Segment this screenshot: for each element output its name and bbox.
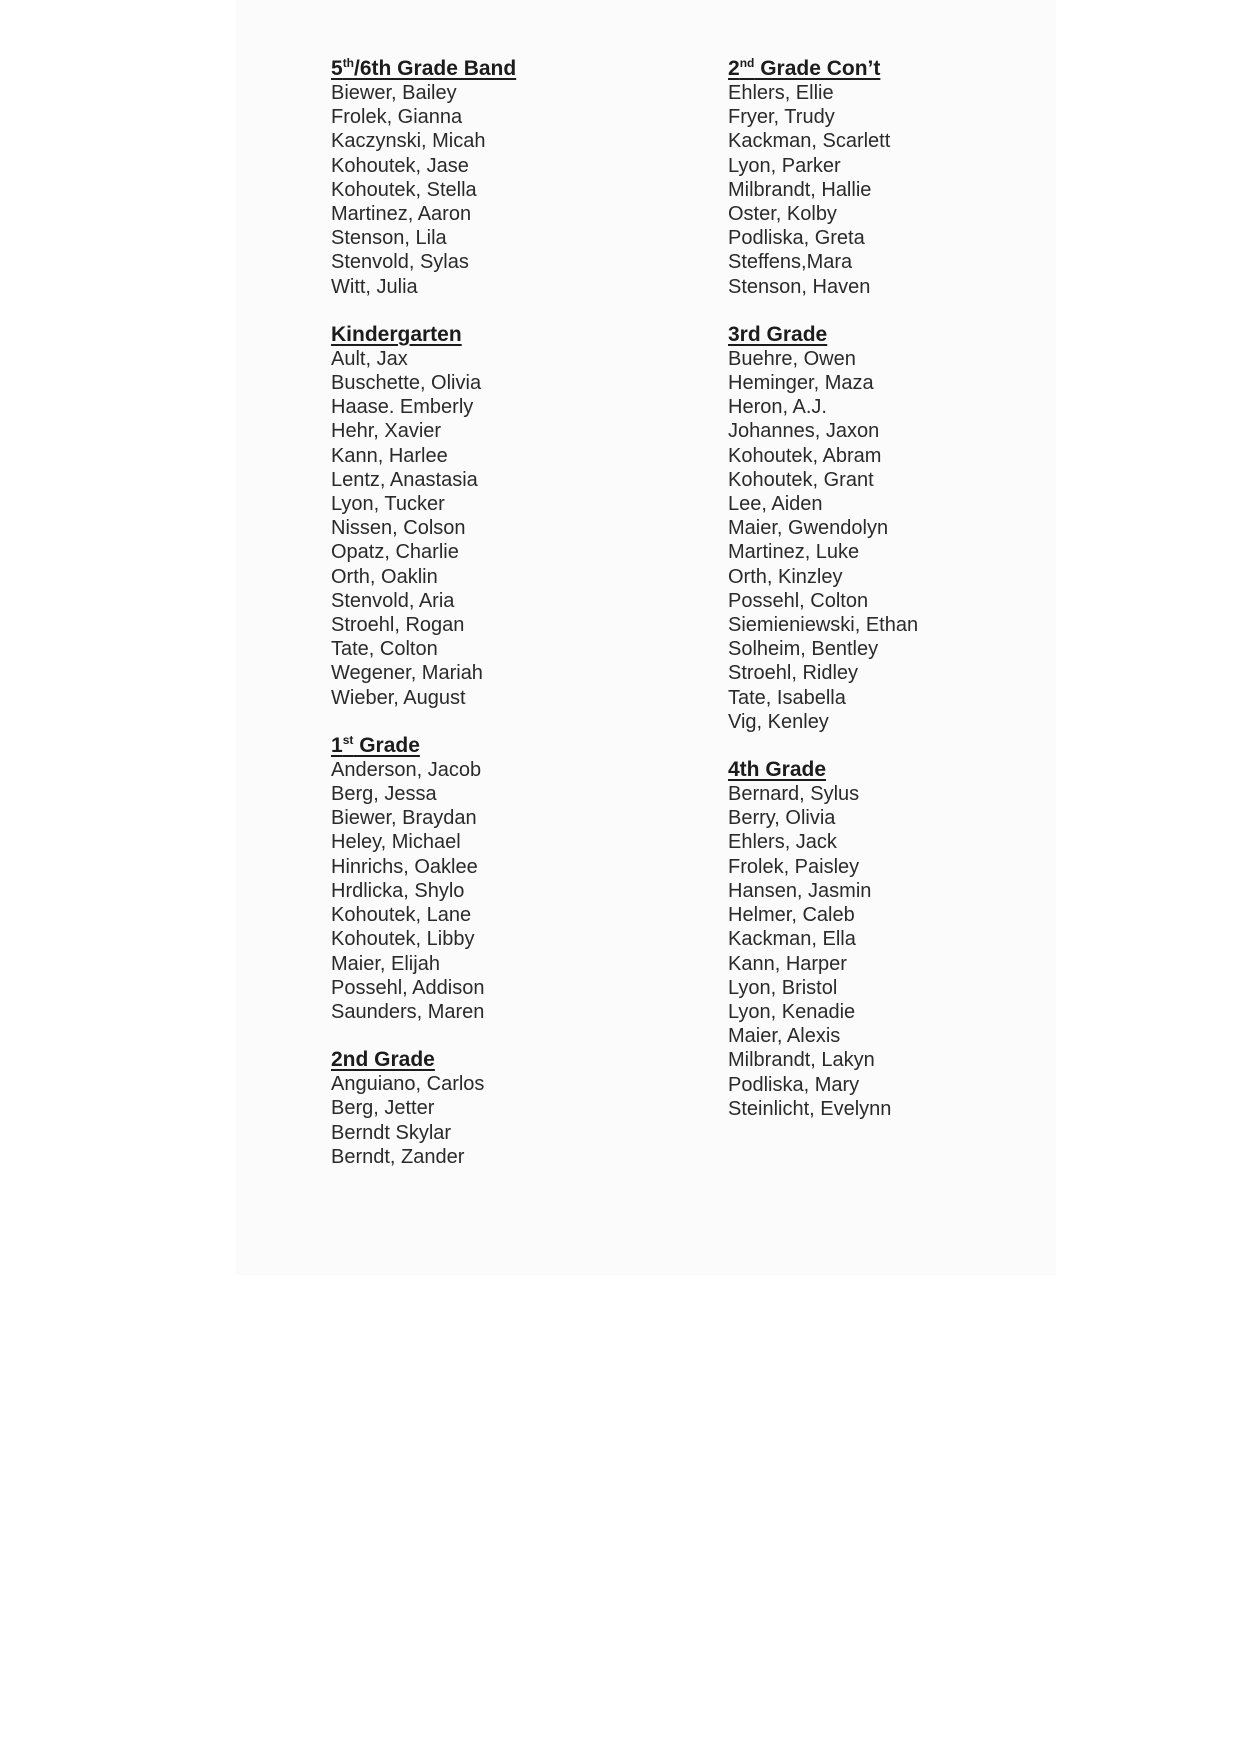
student-name: Saunders, Maren	[331, 1000, 485, 1023]
student-name: Biewer, Bailey	[331, 82, 457, 104]
section-heading	[728, 758, 826, 782]
student-name: Siemieniewski, Ethan	[728, 614, 919, 637]
student-name: Heley, Michael	[331, 831, 461, 854]
grade-section	[331, 734, 671, 1024]
student-name: Martinez, Luke	[728, 541, 860, 564]
student-name-list	[331, 758, 671, 1024]
student-name: Vig, Kenley	[728, 710, 829, 733]
student-name: Opatz, Charlie	[331, 541, 459, 564]
student-name: Witt, Julia	[331, 275, 418, 298]
student-name: Podliska, Greta	[728, 227, 865, 250]
student-name: Haase. Emberly	[331, 396, 474, 419]
student-name: Kackman, Ella	[728, 928, 856, 951]
student-name: Kohoutek, Grant	[728, 468, 874, 491]
student-name: Kann, Harper	[728, 952, 847, 975]
student-name: Steffens,Mara	[728, 251, 853, 274]
heading-text: 1	[331, 733, 343, 757]
student-name: Solheim, Bentley	[728, 638, 879, 661]
student-name: Lyon, Kenadie	[728, 1000, 856, 1023]
student-name: Lee, Aiden	[728, 493, 823, 516]
left-column	[331, 57, 671, 1193]
student-name: Orth, Kinzley	[728, 565, 843, 588]
student-name: Maier, Elijah	[331, 952, 440, 975]
grade-section	[728, 758, 1068, 1121]
student-name-list	[728, 347, 1068, 734]
student-name: Orth, Oaklin	[331, 565, 438, 588]
heading-text: 2	[728, 57, 740, 80]
heading-ordinal-suffix: st	[342, 732, 354, 747]
student-name-list	[331, 81, 671, 299]
student-name: Biewer, Braydan	[331, 807, 477, 830]
grade-section	[728, 323, 1068, 734]
student-name: Johannes, Jaxon	[728, 420, 880, 443]
student-name: Martinez, Aaron	[331, 203, 472, 226]
student-name: Kohoutek, Jase	[331, 154, 469, 177]
student-name: Kohoutek, Stella	[331, 178, 477, 201]
heading-text-rest: Grade	[353, 733, 420, 757]
student-name: Anguiano, Carlos	[331, 1073, 485, 1096]
right-column	[728, 57, 1068, 1145]
section-heading	[331, 734, 420, 758]
student-name: Berg, Jetter	[331, 1097, 435, 1120]
heading-text: 5	[331, 57, 343, 80]
student-name: Buehre, Owen	[728, 347, 856, 370]
student-name: Podliska, Mary	[728, 1073, 860, 1096]
student-name: Heron, A.J.	[728, 396, 827, 419]
heading-text: 4th Grade	[728, 758, 827, 782]
student-name: Oster, Kolby	[728, 203, 837, 226]
heading-text-rest: Grade Con’t	[754, 57, 881, 80]
student-name: Tate, Colton	[331, 638, 438, 661]
student-name: Kohoutek, Abram	[728, 444, 882, 467]
section-heading	[331, 323, 462, 347]
student-name: Wegener, Mariah	[331, 662, 483, 685]
heading-ordinal-suffix: nd	[739, 56, 755, 70]
student-name: Tate, Isabella	[728, 686, 846, 709]
student-name: Nissen, Colson	[331, 517, 466, 540]
student-name: Frolek, Gianna	[331, 106, 463, 129]
grade-section	[331, 57, 671, 299]
student-name: Fryer, Trudy	[728, 106, 835, 129]
student-name: Stenson, Lila	[331, 227, 447, 250]
section-heading	[331, 1048, 435, 1072]
student-name-list	[728, 782, 1068, 1121]
student-name: Ehlers, Ellie	[728, 82, 834, 104]
student-name-list	[331, 1072, 671, 1169]
student-name: Lyon, Tucker	[331, 493, 445, 516]
section-heading	[728, 323, 827, 347]
student-name: Stroehl, Ridley	[728, 662, 859, 685]
student-name: Maier, Gwendolyn	[728, 517, 889, 540]
student-name: Possehl, Addison	[331, 976, 485, 999]
section-heading	[331, 57, 516, 81]
student-name: Steinlicht, Evelynn	[728, 1097, 892, 1120]
grade-section	[331, 323, 671, 710]
grade-section	[728, 57, 1068, 299]
student-name: Stenvold, Sylas	[331, 251, 469, 274]
student-name: Berndt Skylar	[331, 1121, 452, 1144]
heading-text: 3rd Grade	[728, 322, 828, 346]
student-name: Kackman, Scarlett	[728, 130, 891, 153]
student-name: Milbrandt, Lakyn	[728, 1049, 875, 1072]
student-name: Kohoutek, Libby	[331, 928, 475, 951]
student-name: Anderson, Jacob	[331, 758, 482, 781]
heading-text-rest: /6th Grade Band	[354, 57, 517, 80]
student-name: Hinrichs, Oaklee	[331, 855, 478, 878]
student-name-list	[331, 347, 671, 710]
student-name: Lyon, Parker	[728, 154, 841, 177]
student-name: Berndt, Zander	[331, 1145, 465, 1168]
section-heading	[728, 57, 880, 81]
student-name: Kohoutek, Lane	[331, 904, 472, 927]
student-name: Frolek, Paisley	[728, 855, 860, 878]
student-name: Possehl, Colton	[728, 589, 869, 612]
grade-section	[331, 1048, 671, 1169]
student-name: Hrdlicka, Shylo	[331, 879, 465, 902]
student-name: Hehr, Xavier	[331, 420, 442, 443]
student-name: Lentz, Anastasia	[331, 468, 478, 491]
student-name: Berry, Olivia	[728, 807, 836, 830]
student-name: Helmer, Caleb	[728, 904, 855, 927]
student-name: Bernard, Sylus	[728, 783, 860, 806]
student-name: Kaczynski, Micah	[331, 130, 486, 153]
student-name: Kann, Harlee	[331, 444, 448, 467]
student-name: Hansen, Jasmin	[728, 879, 872, 902]
student-name: Berg, Jessa	[331, 783, 437, 806]
student-name: Stenson, Haven	[728, 275, 871, 298]
student-name-list	[728, 81, 1068, 299]
student-name: Buschette, Olivia	[331, 372, 482, 395]
heading-ordinal-suffix: th	[342, 56, 355, 70]
student-name: Wieber, August	[331, 686, 466, 709]
student-name: Heminger, Maza	[728, 372, 874, 395]
student-name: Ault, Jax	[331, 347, 408, 370]
student-name: Milbrandt, Hallie	[728, 178, 872, 201]
heading-text: Kindergarten	[331, 322, 462, 346]
student-name: Ehlers, Jack	[728, 831, 837, 854]
student-name: Maier, Alexis	[728, 1025, 841, 1048]
student-name: Lyon, Bristol	[728, 976, 838, 999]
student-name: Stenvold, Aria	[331, 589, 455, 612]
heading-text: 2nd Grade	[331, 1048, 435, 1072]
student-name: Stroehl, Rogan	[331, 614, 465, 637]
